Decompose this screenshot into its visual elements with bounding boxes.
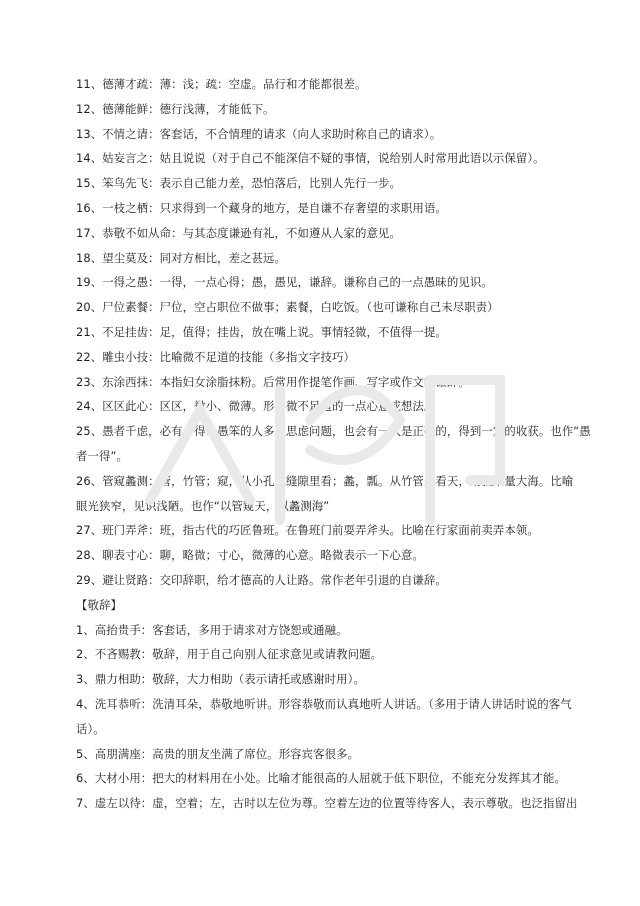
entry-number: 3、 xyxy=(76,672,95,687)
modest-entry xyxy=(76,543,576,568)
entry-text: 不足挂齿：足，值得；挂齿，放在嘴上说。事情轻微，不值得一提。 xyxy=(102,324,447,339)
entry-text: 高朋满座：高贵的朋友坐满了席位。形容宾客很多。 xyxy=(94,746,360,761)
entry-text: 一枝之栖：只求得到一个藏身的地方，是自谦不存奢望的求职用语。 xyxy=(102,200,447,215)
section-heading: 【敬辞】 xyxy=(76,597,122,612)
honorific-terms-list xyxy=(76,618,576,816)
modest-entry xyxy=(76,419,591,469)
entry-line xyxy=(76,295,576,320)
entry-line xyxy=(76,618,576,643)
entry-text: 恭敬不如从命：与其态度谦逊有礼，不如遵从人家的意见。 xyxy=(102,225,401,240)
entry-number: 26、 xyxy=(76,473,103,488)
entry-line xyxy=(76,692,576,717)
entry-text: 班门弄斧：班，指古代的巧匠鲁班。在鲁班门前耍弄斧头。比喻在行家面前卖弄本领。 xyxy=(102,523,539,538)
entry-text: 管窥蠡测：管，竹管；窥，从小孔或缝隙里看；蠡，瓢。从竹管里看天，用瓢来量大海。比喻 xyxy=(102,473,574,488)
honorific-entry xyxy=(76,692,576,742)
entry-line xyxy=(76,370,576,395)
modest-entry xyxy=(76,72,576,97)
entry-line xyxy=(76,122,576,147)
entry-line xyxy=(76,642,576,667)
entry-text: 雕虫小技：比喻微不足道的技能（多指文字技巧） xyxy=(102,349,355,364)
entry-number: 23、 xyxy=(76,374,103,389)
modest-entry xyxy=(76,196,576,221)
entry-text: 望尘莫及：同对方相比，差之甚远。 xyxy=(102,250,287,265)
honorific-entry xyxy=(76,791,576,816)
modest-entry xyxy=(76,345,576,370)
entry-text: 东涂西抹：本指妇女涂脂抹粉。后常用作提笔作画、写字或作文的谦辞。 xyxy=(102,374,470,389)
entry-number: 29、 xyxy=(76,572,103,587)
entry-text: 鼎力相助：敬辞，大力相助（表示请托或感谢时用）。 xyxy=(94,672,365,687)
modest-entry xyxy=(76,320,576,345)
entry-continuation: 话）。 xyxy=(76,721,105,736)
entry-line xyxy=(76,146,576,171)
modest-terms-list xyxy=(76,72,591,593)
entry-text: 一得之愚：一得，一点心得；愚，愚见，谦辞。谦称自己的一点愚昧的见识。 xyxy=(102,275,493,290)
entry-line xyxy=(76,518,576,543)
modest-entry xyxy=(76,518,576,543)
entry-text: 洗耳恭听：洗清耳朵，恭敬地听讲。形容恭敬而认真地听人讲话。（多用于请人讲话时说的客气 xyxy=(94,696,572,711)
entry-text: 姑妄言之：姑且说说（对于自己不能深信不疑的事情，说给别人时常用此语以示保留）。 xyxy=(102,151,545,166)
entry-line xyxy=(76,766,576,791)
entry-line xyxy=(76,72,576,97)
entry-text: 德薄能鲜：德行浅薄，才能低下。 xyxy=(102,101,275,116)
entry-number: 6、 xyxy=(76,771,95,786)
entry-text: 高抬贵手：客套话，多用于请求对方饶恕或通融。 xyxy=(94,622,348,637)
entry-line xyxy=(76,394,576,419)
document-page xyxy=(76,72,591,816)
entry-number: 27、 xyxy=(76,523,103,538)
entry-text: 笨鸟先飞：表示自己能力差，恐怕落后，比别人先行一步。 xyxy=(102,176,401,191)
entry-text: 不情之请：客套话，不合情理的请求（向人求助时称自己的请求）。 xyxy=(102,126,442,141)
entry-line xyxy=(76,742,576,767)
entry-text: 不吝赐教：敬辞，用于自己向别人征求意见或请教问题。 xyxy=(94,647,383,662)
entry-line xyxy=(76,419,591,444)
entry-number: 7、 xyxy=(76,796,95,811)
honorific-entry xyxy=(76,667,576,692)
entry-number: 28、 xyxy=(76,548,103,563)
modest-entry xyxy=(76,394,576,419)
entry-line xyxy=(76,246,576,271)
entry-number: 11、 xyxy=(76,77,103,91)
entry-number: 24、 xyxy=(76,399,103,414)
entry-number: 1、 xyxy=(76,622,95,637)
entry-text: 愚者千虑，必有一得：愚笨的人多次思虑问题，也会有一次是正确的，得到一定的收获。也作“愚 xyxy=(102,424,591,439)
entry-text: 聊表寸心：聊，略微；寸心，微薄的心意。略微表示一下心意。 xyxy=(102,548,424,563)
entry-line xyxy=(76,171,576,196)
entry-continuation: 眼光狭窄，见识浅陋。也作“以管窥天，以蠡测海” xyxy=(76,498,330,513)
entry-number: 19、 xyxy=(76,275,103,290)
modest-entry xyxy=(76,97,576,122)
entry-number: 25、 xyxy=(76,424,103,439)
modest-entry xyxy=(76,568,576,593)
entry-number: 12、 xyxy=(76,101,103,116)
entry-line xyxy=(76,345,576,370)
entry-number: 13、 xyxy=(76,126,103,141)
modest-entry xyxy=(76,221,576,246)
entry-text: 尸位素餐：尸位，空占职位不做事；素餐，白吃饭。（也可谦称自己未尽职责） xyxy=(102,300,499,315)
entry-line xyxy=(76,469,576,494)
modest-entry xyxy=(76,122,576,147)
honorific-entry xyxy=(76,766,576,791)
entry-number: 18、 xyxy=(76,250,103,265)
modest-entry xyxy=(76,146,576,171)
entry-continuation: 者一得”。 xyxy=(76,448,128,463)
entry-line xyxy=(76,667,576,692)
entry-text: 大材小用：把大的材料用在小处。比喻才能很高的人屈就于低下职位，不能充分发挥其才能。 xyxy=(94,771,566,786)
entry-line xyxy=(76,196,576,221)
entry-line xyxy=(76,270,576,295)
entry-number: 15、 xyxy=(76,176,103,191)
entry-number: 17、 xyxy=(76,225,103,240)
honorific-entry xyxy=(76,618,576,643)
entry-number: 16、 xyxy=(76,200,103,215)
modest-entry xyxy=(76,295,576,320)
modest-entry xyxy=(76,171,576,196)
entry-text: 德薄才疏：薄：浅；疏：空虚。品行和才能都很差。 xyxy=(102,77,367,91)
entry-number: 5、 xyxy=(76,746,95,761)
entry-line xyxy=(76,568,576,593)
entry-line xyxy=(76,791,576,816)
entry-text: 虚左以待：虚，空着；左，古时以左位为尊。空着左边的位置等待客人，表示尊敬。也泛指留出 xyxy=(94,796,578,811)
entry-number: 4、 xyxy=(76,696,95,711)
entry-number: 20、 xyxy=(76,300,103,315)
entry-line xyxy=(76,97,576,122)
honorific-entry xyxy=(76,742,576,767)
honorific-entry xyxy=(76,642,576,667)
entry-line xyxy=(76,320,576,345)
entry-number: 21、 xyxy=(76,324,103,339)
entry-text: 避让贤路：交印辞职，给才德高的人让路。常作老年引退的自谦辞。 xyxy=(102,572,447,587)
entry-text: 区区此心：区区，微小、微薄。形容微不足道的一点心意或想法。 xyxy=(102,399,436,414)
modest-entry xyxy=(76,469,576,519)
entry-number: 22、 xyxy=(76,349,103,364)
modest-entry xyxy=(76,370,576,395)
modest-entry xyxy=(76,270,576,295)
entry-number: 2、 xyxy=(76,647,95,662)
entry-line xyxy=(76,221,576,246)
entry-line xyxy=(76,543,576,568)
modest-entry xyxy=(76,246,576,271)
entry-number: 14、 xyxy=(76,151,103,166)
